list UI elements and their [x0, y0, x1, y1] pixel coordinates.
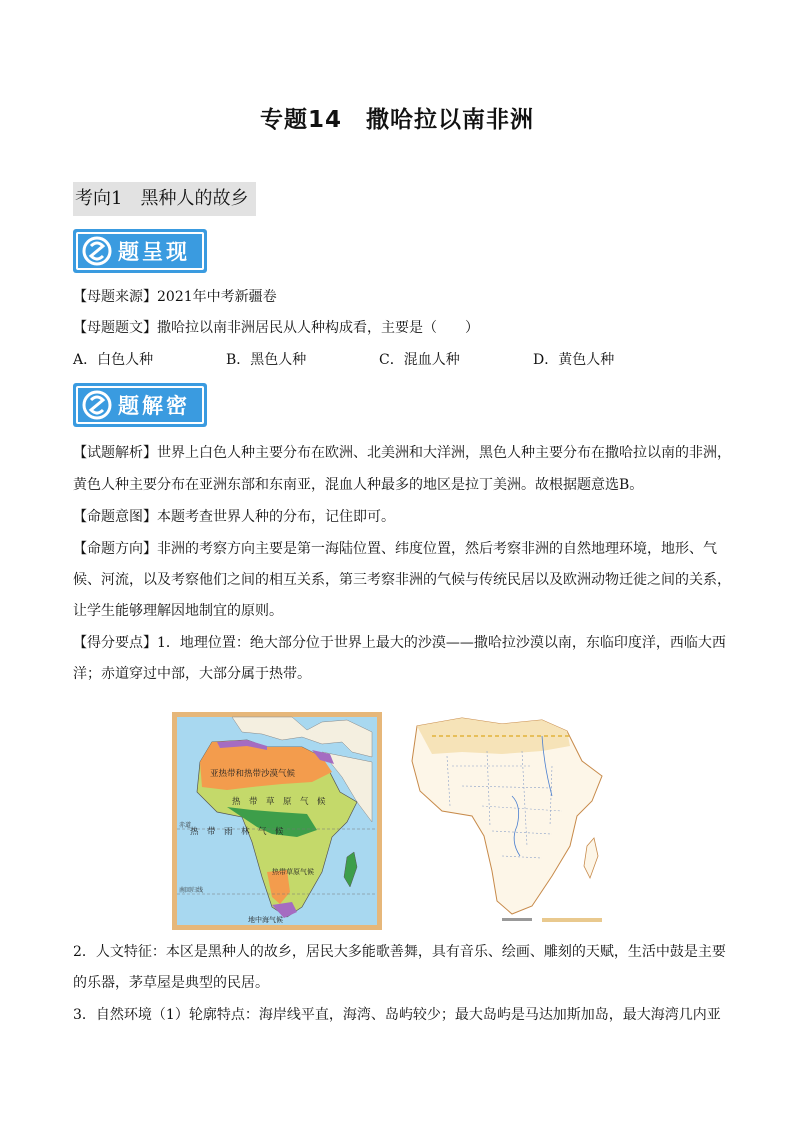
option-b: B．黑色人种 [226, 352, 307, 368]
intent-label: 【命题意图】 [73, 509, 157, 525]
direction-line-2: 候、河流，以及考察他们之间的相互关系，第三考察非洲的气候与传统民居以及欧洲动物迁徙之间的关系， [73, 572, 731, 588]
badge-solve-text: 题解密 [118, 394, 190, 418]
option-a: A．白色人种 [73, 352, 154, 368]
africa-political-map [392, 706, 622, 928]
badge-present [73, 229, 207, 273]
stem-text: 撒哈拉以南非洲居民从人种构成看，主要是（ ） [157, 320, 479, 336]
label-mediterranean: 地中海气候 [248, 916, 283, 924]
analysis-line-2: 黄色人种主要分布在亚洲东部和东南亚，混血人种最多的地区是拉丁美洲。故根据题意选B。 [73, 477, 644, 493]
direction-line-3: 让学生能够理解因地制宜的原则。 [73, 603, 283, 619]
keypoints-label: 【得分要点】 [73, 635, 157, 651]
stem-label: 【母题题文】 [73, 320, 157, 336]
source-text: 2021年中考新疆卷 [157, 289, 277, 305]
keypoints-line-1 [73, 633, 733, 653]
badge-present-text: 题呈现 [118, 240, 190, 264]
analysis-line-1 [73, 443, 733, 463]
label-savanna: 热 带 草 原 气 候 [232, 797, 326, 807]
page-title: 专题14 撒哈拉以南非洲 [259, 107, 534, 133]
option-d: D．黄色人种 [533, 352, 615, 368]
keypoints-line-2: 洋；赤道穿过中部，大部分属于热带。 [73, 666, 311, 682]
direction-label: 【命题方向】 [73, 541, 157, 557]
intent-text: 本题考查世界人种的分布，记住即可。 [157, 509, 395, 525]
direction-line-1 [73, 539, 733, 559]
label-rainforest: 热 带 雨 林 气 候 [190, 827, 284, 837]
label-savanna-south: 热带草原气候 [272, 868, 314, 876]
label-tropic: 南回归线 [179, 887, 204, 894]
analysis-text-1: 世界上白色人种主要分布在欧洲、北美洲和大洋洲，黑色人种主要分布在撒哈拉以南的非洲， [157, 445, 731, 461]
label-subtropical-desert: 亚热带和热带沙漠气候 [210, 769, 296, 779]
intent-line [73, 507, 733, 527]
human-line-2: 的乐器，茅草屋是典型的民居。 [73, 975, 269, 991]
section-heading: 考向1 黑种人的故乡 [73, 182, 256, 216]
badge-swirl-icon [82, 390, 112, 420]
label-equator: 赤道 [179, 822, 192, 829]
direction-text-1: 非洲的考察方向主要是第一海陆位置、纬度位置，然后考察非洲的自然地理环境，地形、气 [157, 541, 717, 557]
keypoints-text-1: 1．地理位置：绝大部分位于世界上最大的沙漠——撒哈拉沙漠以南，东临印度洋，西临大西 [157, 635, 726, 651]
question-stem [73, 318, 733, 338]
nature-line-1: 3．自然环境（1）轮廓特点：海岸线平直，海湾、岛屿较少；最大岛屿是马达加斯加岛，最大海湾几内亚 [73, 1007, 721, 1023]
question-source [73, 287, 733, 307]
badge-swirl-icon [82, 236, 112, 266]
option-c: C．混血人种 [379, 352, 460, 368]
badge-solve [73, 383, 207, 427]
source-label: 【母题来源】 [73, 289, 157, 305]
human-line-1: 2．人文特征：本区是黑种人的故乡，居民大多能歌善舞，具有音乐、绘画、雕刻的天赋，生活中鼓是主要 [73, 944, 726, 960]
analysis-label: 【试题解析】 [73, 445, 157, 461]
africa-climate-map [172, 712, 382, 930]
